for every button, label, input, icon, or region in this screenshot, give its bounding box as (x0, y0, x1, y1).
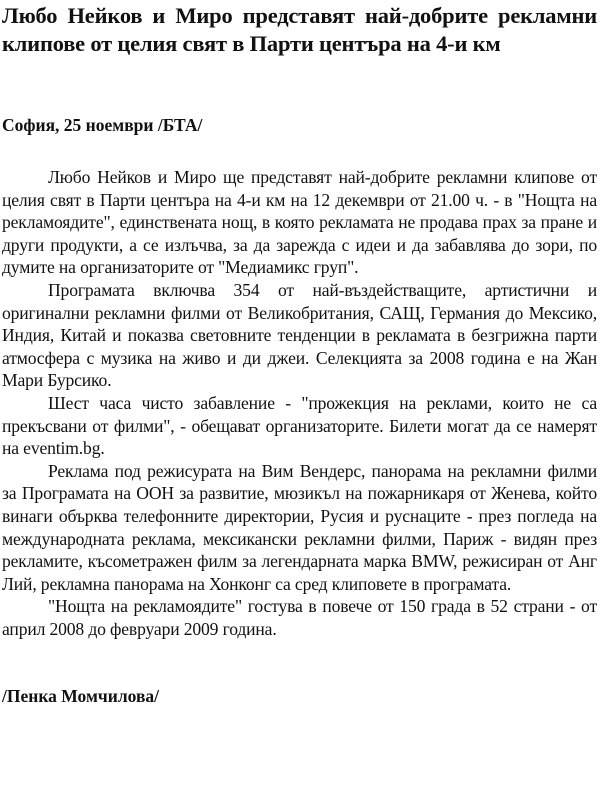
article-paragraph: Програмата включва 354 от най-въздействащите, артистични и оригинални рекламни филми от Великобритания, САЩ, Германия до Мексико, Индия, Китай и показва световните тенденции в рекламата в безгрижна парти атмосфера с музика на живо и ди джеи. Селекцията за 2008 година е на Жан Мари Бурсико. (2, 279, 597, 391)
document-page (2, 0, 597, 707)
article-paragraph: "Нощта на рекламоядите" гостува в повече от 150 града в 52 страни - от април 2008 до февруари 2009 година. (2, 596, 597, 639)
article-dateline: София, 25 ноември /БТА/ (2, 115, 203, 135)
article-title: Любо Нейков и Миро представят най-добрите рекламни клипове от целия свят в Парти центъра на 4-и км (2, 3, 597, 56)
article-body (2, 166, 597, 640)
article-paragraph: Любо Нейков и Миро ще представят най-добрите рекламни клипове от целия свят в Парти центъра на 4-и км на 12 декември от 21.00 ч. - в "Нощта на рекламоядите", единствената нощ, в която рекламата не продава прах за пране и други продукти, а се излъчва, за да зарежда с идеи и да забавлява до зори, по думите на организаторите от "Медиамикс груп". (2, 167, 597, 278)
article-paragraph: Реклама под режисурата на Вим Вендерс, панорама на рекламни филми за Програмата на ООН за развитие, мюзикъл на пожарникаря от Женева, който винаги обърква телефонните директории, Русия и руснаците - през погледа на международната реклама, мексикански рекламни филми, Париж - видян през рекламите, късометражен филм за легендарната марка BMW, режисиран от Анг Лий, рекламна панорама на Хонконг са сред клиповете в програмата. (2, 460, 597, 594)
article-author: /Пенка Момчилова/ (2, 686, 160, 707)
article-paragraph: Шест часа чисто забавление - "прожекция на реклами, които не са прекъсвани от филми", - обещават организаторите. Билети могат да се намерят на eventim.bg. (2, 392, 597, 459)
